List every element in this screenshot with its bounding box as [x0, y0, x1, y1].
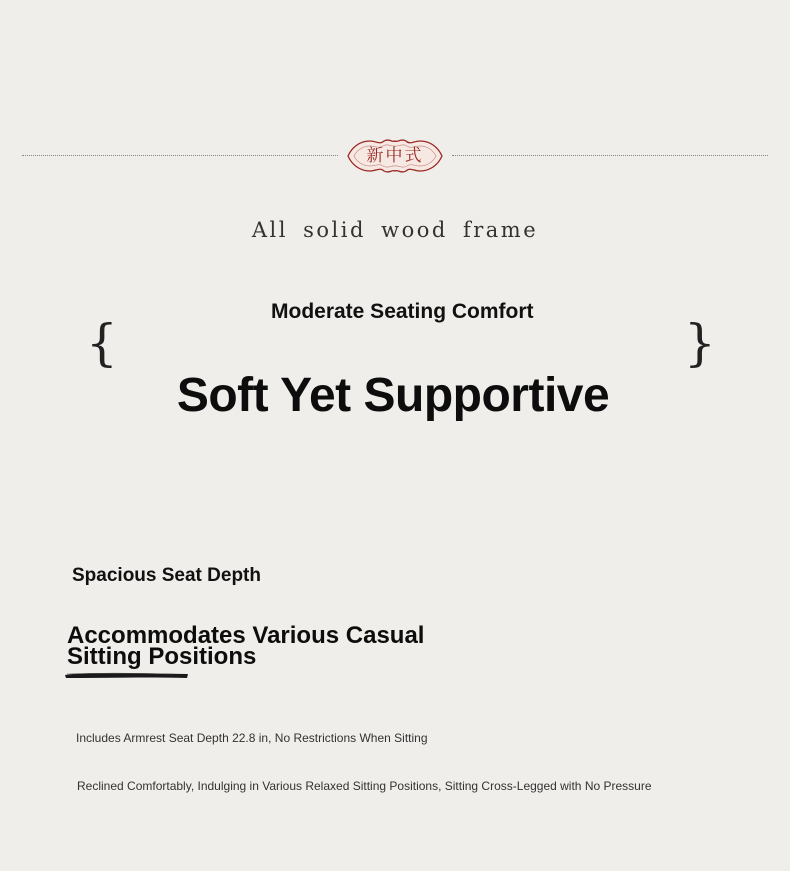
divider-right [452, 155, 768, 156]
divider-left [22, 155, 338, 156]
comfort-headline: Soft Yet Supportive [176, 369, 610, 422]
comfort-label: Moderate Seating Comfort [271, 300, 534, 323]
brush-stroke-underline [64, 670, 189, 679]
seat-headline-line-2: Sitting Positions [67, 643, 257, 670]
brace-left: { [86, 314, 118, 372]
seat-desc-1: Includes Armrest Seat Depth 22.8 in, No Restrictions When Sitting [76, 731, 428, 745]
seal-text: 新中式 [366, 146, 424, 166]
subtitle: All solid wood frame [251, 218, 539, 242]
seat-headline-line-1: Accommodates Various Casual [67, 622, 425, 649]
seat-headline [67, 622, 467, 670]
seat-depth-title: Spacious Seat Depth [72, 565, 261, 586]
seat-desc-2: Reclined Comfortably, Indulging in Various Relaxed Sitting Positions, Sitting Cross-Legged with No Pressure [77, 779, 652, 793]
brace-right: } [684, 314, 716, 372]
